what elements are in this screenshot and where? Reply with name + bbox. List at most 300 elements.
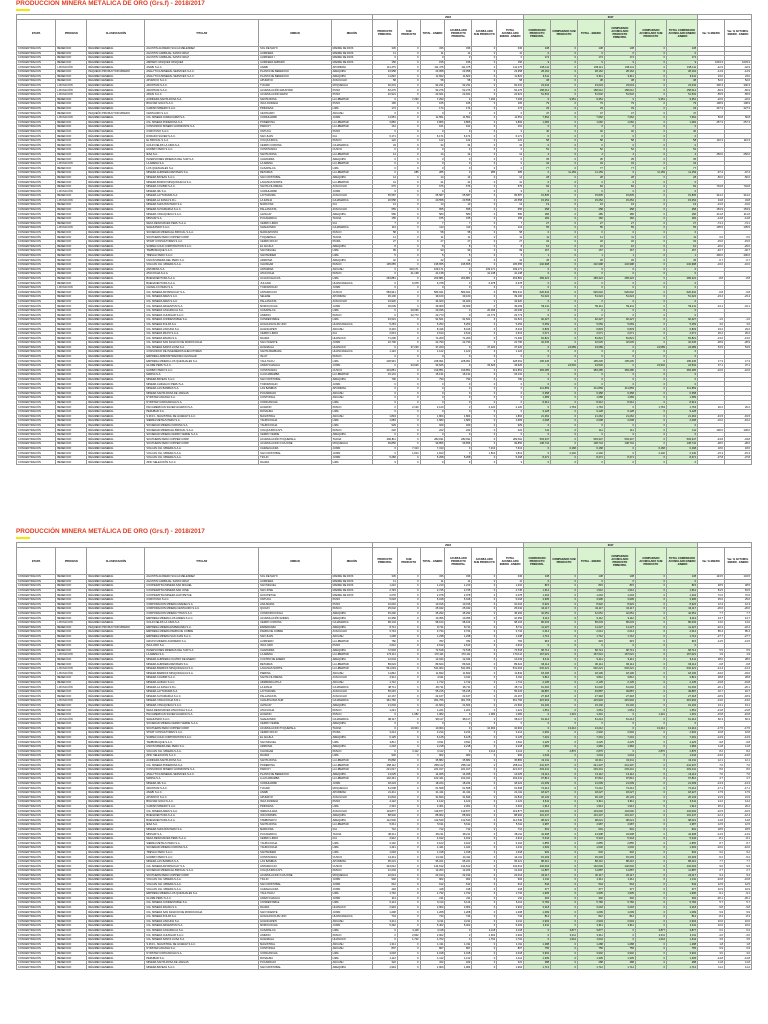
table-cell: RAURA — [259, 754, 331, 759]
table-cell: RÉGIMEN GENERAL — [87, 65, 145, 70]
table-cell: BENEFICIO — [56, 639, 87, 644]
table-cell: 258,112 — [373, 763, 398, 768]
table-cell: 58 — [373, 79, 398, 84]
table-cell: 0 — [472, 194, 497, 199]
table-cell: 257.3 — [724, 120, 751, 125]
table-cell: 18,224 — [373, 781, 398, 786]
table-cell: 263,881 — [445, 276, 472, 281]
table-cell: CONCENTRACIÓN — [17, 933, 56, 938]
table-cell: 0 — [551, 685, 578, 690]
table-cell: ANCASH — [331, 942, 372, 947]
table-cell: 0 — [472, 341, 497, 346]
table-cell: 1,204 — [666, 593, 697, 598]
table-cell: 3,211 — [497, 919, 524, 924]
table-cell: 0 — [420, 166, 445, 171]
table-cell: 0 — [604, 267, 635, 272]
table-cell: CONCENTRACIÓN — [17, 910, 56, 915]
table-cell: 361,766 — [420, 699, 445, 704]
table-cell: CONCENTRACIÓN — [17, 79, 56, 84]
table-cell: 0 — [635, 588, 666, 593]
table-cell: EMPRESA MINERA LOS QUENUALES S.A. — [145, 891, 259, 896]
table-cell: HUANCAVELICA — [331, 281, 372, 286]
table-cell: RÉGIMEN GENERAL — [87, 125, 145, 130]
table-cell: 3,011 — [635, 933, 666, 938]
table-cell: RÉGIMEN GENERAL — [87, 138, 145, 143]
table-cell: AREQUIPA — [331, 616, 372, 621]
table-cell: 0 — [373, 272, 398, 277]
table-cell: RÉGIMEN GENERAL — [87, 653, 145, 658]
table-cell: 31,844 — [445, 795, 472, 800]
table-cell: CONCENTRACIÓN — [17, 120, 56, 125]
table-cell: 0 — [524, 125, 551, 130]
table-cell: 9 — [604, 60, 635, 65]
table-cell: 51,532 — [524, 92, 551, 97]
table-cell: 32,011 — [577, 758, 604, 763]
table-cell: 42,051 — [524, 611, 551, 616]
table-cell: 211 — [420, 896, 445, 901]
table-cell: ZINC SELECCIÓN S.A.C. — [145, 460, 259, 465]
table-cell: 5,069 — [666, 322, 697, 327]
table-cell: 12.5 — [698, 882, 725, 887]
table-cell: BENEFICIO — [56, 740, 87, 745]
table-cell: 1,301 — [666, 712, 697, 717]
table-cell: CONCENTRACIÓN — [17, 878, 56, 883]
table-cell: 134,002 — [666, 809, 697, 814]
table-cell: 0 — [635, 221, 666, 226]
table-cell: 12,204 — [445, 869, 472, 874]
table-cell: 0 — [472, 299, 497, 304]
table-cell: 155 — [420, 216, 445, 221]
table-cell: ROSAURA — [259, 409, 331, 414]
table-cell: LIMA — [331, 423, 372, 428]
table-cell: 0 — [397, 134, 420, 139]
table-cell: 15,835 — [604, 194, 635, 199]
table-cell: 51,024 — [524, 295, 551, 300]
table-cell: 902 — [420, 878, 445, 883]
table-cell: 400.0 — [724, 253, 751, 258]
table-cell: LA LIBERTAD — [331, 662, 372, 667]
column-header: COMPARADO SUB PRODUCTO — [551, 548, 578, 575]
table-cell: 48,711 — [445, 685, 472, 690]
table-cell: 0 — [472, 138, 497, 143]
table-cell: 221,017 — [497, 767, 524, 772]
table-cell: CIA. MINERA CONDESTABLE S.A. — [145, 318, 259, 323]
table-cell: RÉGIMEN GENERAL — [87, 579, 145, 584]
table-cell: 0 — [472, 56, 497, 61]
table-cell: 21,262 — [666, 414, 697, 419]
table-cell: LIXIVIACIÓN — [56, 285, 87, 290]
table-cell: 0 — [551, 106, 578, 111]
table-cell: 744 — [420, 914, 445, 919]
table-cell: 0 — [472, 951, 497, 956]
table-cell: 0 — [397, 120, 420, 125]
table-cell: 0 — [551, 198, 578, 203]
table-cell: NEXA RESOURCES PERU S.A.A. — [145, 836, 259, 841]
table-cell: 0 — [397, 295, 420, 300]
table-cell: 95,221 — [420, 859, 445, 864]
table-cell: ALPACAY — [259, 212, 331, 217]
table-cell: 138 — [524, 575, 551, 580]
table-cell: 0 — [577, 267, 604, 272]
table-cell: 0 — [635, 864, 666, 869]
table-cell: 0 — [577, 281, 604, 286]
table-cell: BENEFICIO — [56, 74, 87, 79]
table-cell: 0 — [551, 772, 578, 777]
table-cell: 0 — [472, 763, 497, 768]
table-cell: RÉGIMEN GENERAL — [87, 373, 145, 378]
table-cell: 0 — [397, 194, 420, 199]
table-cell: 418 — [420, 887, 445, 892]
table-cell: 6,171 — [420, 134, 445, 139]
table-cell: 7,662 — [666, 115, 697, 120]
table-cell: 0 — [551, 758, 578, 763]
table-cell: 0 — [635, 304, 666, 309]
table-cell: BENEFICIO — [56, 634, 87, 639]
table-cell: CONCENTRACIÓN — [17, 47, 56, 52]
table-cell: 32 — [577, 239, 604, 244]
table-cell: 929 — [445, 423, 472, 428]
table-cell: 0 — [635, 703, 666, 708]
table-cell: 0 — [524, 299, 551, 304]
table-cell: 15,835 — [577, 194, 604, 199]
table-cell: 7.7 — [724, 611, 751, 616]
table-cell: CONCENTRACIÓN — [17, 726, 56, 731]
table-cell: 10 — [666, 244, 697, 249]
table-cell: NYRSTAR ANCASH S.A. — [145, 396, 259, 401]
production-table — [16, 542, 752, 970]
table-cell: 1,238 — [497, 634, 524, 639]
table-cell: BENEFICIO — [56, 731, 87, 736]
table-cell: 12,204 — [420, 869, 445, 874]
table-cell: -28.9 — [724, 341, 751, 346]
table-cell: 28,162 — [577, 69, 604, 74]
table-cell: 0 — [666, 423, 697, 428]
table-cell: 3.6 — [698, 322, 725, 327]
table-cell: 0 — [635, 327, 666, 332]
table-cell: 0 — [635, 419, 666, 424]
table-cell: 0 — [551, 184, 578, 189]
table-cell: VOLCAN CIA. MINERA S.A.A. — [145, 262, 259, 267]
table-cell: 6,168 — [551, 446, 578, 451]
table-cell: 1,712 — [666, 965, 697, 970]
table-cell: 807 — [497, 947, 524, 952]
table-cell: 0 — [472, 919, 497, 924]
table-cell: 0 — [397, 216, 420, 221]
table-cell: CONCENTRACIÓN — [17, 795, 56, 800]
table-cell: CONCENTRACIÓN — [17, 827, 56, 832]
table-cell: 24,089 — [577, 345, 604, 350]
table-cell: 418 — [445, 887, 472, 892]
table-cell: 1,683 — [373, 419, 398, 424]
table-cell: 22,773 — [420, 313, 445, 318]
table-cell: 5.5 — [724, 648, 751, 653]
table-cell: 282,811 — [497, 437, 524, 442]
table-cell: 1,082 — [472, 712, 497, 717]
table-cell: RÉGIMEN GENERAL — [87, 419, 145, 424]
table-cell: 2,078 — [497, 593, 524, 598]
table-cell: 0 — [373, 432, 398, 437]
table-cell: RÉGIMEN GENERAL — [87, 689, 145, 694]
table-cell: 37,220 — [420, 345, 445, 350]
table-cell: 11,227 — [604, 625, 635, 630]
table-cell: 782 — [497, 639, 524, 644]
table-cell: 33 — [524, 106, 551, 111]
table-cell: 97,812 — [666, 777, 697, 782]
table-cell: 0 — [635, 239, 666, 244]
table-cell: ANCASH — [331, 111, 372, 116]
table-cell: CONCENTRACIÓN — [17, 611, 56, 616]
table-cell: RÉGIMEN GENERAL — [87, 175, 145, 180]
table-cell: 0 — [472, 189, 497, 194]
table-cell: RÉGIMEN GENERAL — [87, 350, 145, 355]
table-cell: 0 — [551, 152, 578, 157]
table-cell: 0 — [635, 942, 666, 947]
table-cell: 3,866 — [497, 120, 524, 125]
column-header: Var. % ACTUMUL ENERO - ENERO — [724, 20, 751, 47]
table-cell: ACUMULACIÓN ARASI — [259, 92, 331, 97]
table-cell: CONCENTRACIÓN — [17, 166, 56, 171]
table-cell: CONCENTRACIÓN — [17, 451, 56, 456]
table-cell: 0 — [373, 111, 398, 116]
table-cell: 38 — [604, 79, 635, 84]
table-cell: 4,018 — [420, 951, 445, 956]
table-cell: 0 — [373, 166, 398, 171]
table-cell: 10 — [604, 244, 635, 249]
table-cell: RÉGIMEN GENERAL — [87, 763, 145, 768]
table-cell: 0 — [472, 377, 497, 382]
table-cell: 13,212 — [577, 726, 604, 731]
table-cell: AREQUIPA — [331, 432, 372, 437]
table-cell: CONCENTRACIÓN — [17, 391, 56, 396]
table-cell: EMPRESA MINERA PAMPA DE COBRE — [145, 630, 259, 635]
table-cell: 915 — [604, 639, 635, 644]
table-cell: 0 — [397, 901, 420, 906]
table-cell: 0 — [551, 111, 578, 116]
table-cell: S.M.R.L. MAGISTRAL DE HUARAZ S.A.C. — [145, 942, 259, 947]
table-cell: 0 — [420, 432, 445, 437]
table-cell: 0 — [472, 694, 497, 699]
table-cell: LIXIVIACIÓN — [56, 666, 87, 671]
table-cell: 10.0 — [724, 924, 751, 929]
table-cell: 807 — [445, 947, 472, 952]
table-cell: 232,998 — [604, 262, 635, 267]
table-cell: BENEFICIO — [56, 708, 87, 713]
table-cell: 195,111 — [524, 65, 551, 70]
table-cell: LIMA — [331, 409, 372, 414]
table-cell: 411,869 — [577, 386, 604, 391]
table-cell: 8,711 — [373, 625, 398, 630]
table-cell: 0 — [472, 744, 497, 749]
table-cell: 23,958 — [497, 69, 524, 74]
table-cell: 1,904 — [445, 965, 472, 970]
table-cell: 0 — [635, 671, 666, 676]
table-cell: 300.3 — [724, 83, 751, 88]
table-cell: RÉGIMEN GENERAL — [87, 896, 145, 901]
table-cell: BENEFICIO — [56, 960, 87, 965]
table-cell: 0 — [472, 777, 497, 782]
table-cell: AYACUCHO — [331, 630, 372, 635]
table-cell: 91,521 — [373, 318, 398, 323]
table-cell: RÉGIMEN GENERAL — [87, 694, 145, 699]
column-header: COMPARADO PRODUCTO PRINCIPAL — [524, 20, 551, 47]
table-cell: -22.4 — [698, 625, 725, 630]
table-cell: ACUMULACIÓN ANDES — [259, 616, 331, 621]
table-cell: 109,171 — [397, 267, 420, 272]
table-cell: 49,887 — [604, 689, 635, 694]
table-cell: 134,002 — [577, 809, 604, 814]
table-cell: STRAT CONSULTORES S.A.C. — [145, 239, 259, 244]
table-cell: 0 — [551, 781, 578, 786]
table-cell: 2,008 — [604, 419, 635, 424]
table-cell: 0 — [397, 676, 420, 681]
table-cell: MINERA AURIFERA RETAMAS S.A. — [145, 662, 259, 667]
table-cell: SIERRA METALS PERU S.A. — [145, 841, 259, 846]
table-cell: 0 — [373, 171, 398, 176]
table-cell: 0 — [635, 653, 666, 658]
table-cell: 2,855 — [577, 841, 604, 846]
table-cell: RÉGIMEN GENERAL — [87, 758, 145, 763]
table-cell: 51,024 — [577, 295, 604, 300]
table-cell: RÉGIMEN GENERAL — [87, 318, 145, 323]
table-cell: 4,911 — [497, 676, 524, 681]
table-cell: 0 — [551, 442, 578, 447]
table-cell: 383,285 — [604, 368, 635, 373]
table-cell: SOUTHERN PERU COPPER CORP. — [145, 235, 259, 240]
table-cell: 0 — [497, 722, 524, 727]
table-cell: CONCENTRACIÓN — [17, 212, 56, 217]
table-cell: MINSUR S.A. — [145, 216, 259, 221]
table-cell: CONCENTRACIÓN — [17, 864, 56, 869]
table-cell: 0 — [551, 869, 578, 874]
table-cell: 174 — [577, 56, 604, 61]
table-cell: BENEFICIO — [56, 864, 87, 869]
table-cell: 132,004 — [666, 864, 697, 869]
table-cell: 2,855 — [666, 841, 697, 846]
table-cell: BENEFICIO — [56, 850, 87, 855]
table-cell: 222 — [445, 428, 472, 433]
table-cell: 28,162 — [604, 69, 635, 74]
table-cell: 97,812 — [524, 777, 551, 782]
table-cell: CONCENTRACIÓN — [17, 896, 56, 901]
table-cell: 15,131 — [445, 373, 472, 378]
table-cell: RÉGIMEN GENERAL — [87, 382, 145, 387]
table-cell: 0 — [472, 157, 497, 162]
table-cell: 0 — [420, 722, 445, 727]
table-cell: 0 — [635, 244, 666, 249]
table-cell: 27 — [420, 239, 445, 244]
table-cell: 0 — [666, 267, 697, 272]
table-cell: COOPERATIVA MINERA SAN JOSE — [145, 588, 259, 593]
table-cell: 0 — [666, 373, 697, 378]
table-cell: 51,532 — [666, 92, 697, 97]
table-cell: 8,471 — [604, 455, 635, 460]
table-cell: LA LIBERTAD — [331, 823, 372, 828]
table-cell: RÉGIMEN GENERAL — [87, 60, 145, 65]
table-cell: ATACOCHA — [259, 708, 331, 713]
table-cell: SOCIEDAD MINERA EL BROCAL S.A.A. — [145, 230, 259, 235]
table-cell: BENEFICIO — [56, 377, 87, 382]
table-cell: 0 — [551, 327, 578, 332]
table-cell: LA LIBERTAD — [331, 161, 372, 166]
table-cell: -14.9 — [698, 735, 725, 740]
table-cell: 0 — [472, 597, 497, 602]
table-cell: 0 — [551, 809, 578, 814]
column-header: REGIÓN — [331, 548, 372, 575]
table-cell: LIMA — [331, 419, 372, 424]
table-cell: 0 — [472, 235, 497, 240]
table-cell: 0 — [472, 382, 497, 387]
table-cell: 3,102 — [445, 841, 472, 846]
table-cell: 3,218 — [666, 905, 697, 910]
table-cell: 6,125 — [445, 735, 472, 740]
table-cell: 1,984 — [666, 744, 697, 749]
table-cell: 2,008 — [666, 419, 697, 424]
table-cell: 26,133 — [577, 795, 604, 800]
table-cell: 5,611 — [373, 823, 398, 828]
table-cell: 1,112 — [445, 956, 472, 961]
table-cell: 10.7 — [724, 689, 751, 694]
table-cell: 0 — [524, 363, 551, 368]
table-cell: 2,876 — [551, 749, 578, 754]
table-cell: 0 — [551, 115, 578, 120]
table-cell: 35 — [604, 157, 635, 162]
table-cell: 3,811 — [445, 740, 472, 745]
table-cell: 0 — [397, 956, 420, 961]
table-cell: 0 — [472, 253, 497, 258]
table-cell: 0 — [472, 850, 497, 855]
table-cell: 1,561 — [666, 708, 697, 713]
table-cell: 0 — [635, 841, 666, 846]
table-cell: 12.5 — [724, 882, 751, 887]
table-cell: 158,012 — [577, 88, 604, 93]
table-cell: TACNA — [331, 437, 372, 442]
table-cell: 0 — [373, 161, 398, 166]
table-cell: 0 — [397, 818, 420, 823]
table-cell: 0 — [551, 575, 578, 580]
table-cell: 0 — [577, 350, 604, 355]
table-cell: 0 — [635, 896, 666, 901]
table-cell: -13.0 — [724, 699, 751, 704]
table-cell: 7,313 — [397, 446, 420, 451]
table-cell: 0 — [445, 161, 472, 166]
table-cell: 0 — [397, 813, 420, 818]
table-cell: 0 — [635, 616, 666, 621]
table-cell: 0 — [472, 813, 497, 818]
table-cell: 632,221 — [666, 666, 697, 671]
table-cell: 0 — [551, 226, 578, 231]
table-cell: 6,358 — [524, 391, 551, 396]
table-cell: 580 — [497, 212, 524, 217]
table-cell: 9 — [524, 60, 551, 65]
table-cell: CONCENTRACIÓN — [17, 276, 56, 281]
table-cell: 9.2 — [724, 850, 751, 855]
table-cell: 7.0 — [698, 763, 725, 768]
table-cell: 601 — [666, 827, 697, 832]
table-cell: 0 — [472, 391, 497, 396]
table-cell: 0 — [472, 914, 497, 919]
table-cell: AREQUIPA — [331, 965, 372, 970]
table-cell: 580 — [445, 212, 472, 217]
table-cell: 6.2 — [724, 928, 751, 933]
table-cell: LIMA — [331, 956, 372, 961]
table-cell: 0 — [472, 804, 497, 809]
table-cell: 0 — [472, 653, 497, 658]
table-cell: MAGISTRAL — [259, 942, 331, 947]
table-cell: 165 — [420, 102, 445, 107]
table-cell: 39,009 — [420, 304, 445, 309]
table-cell: MINERA BARRICK MISQUICHILCA S.A. — [145, 671, 259, 676]
table-cell: 0 — [635, 111, 666, 116]
